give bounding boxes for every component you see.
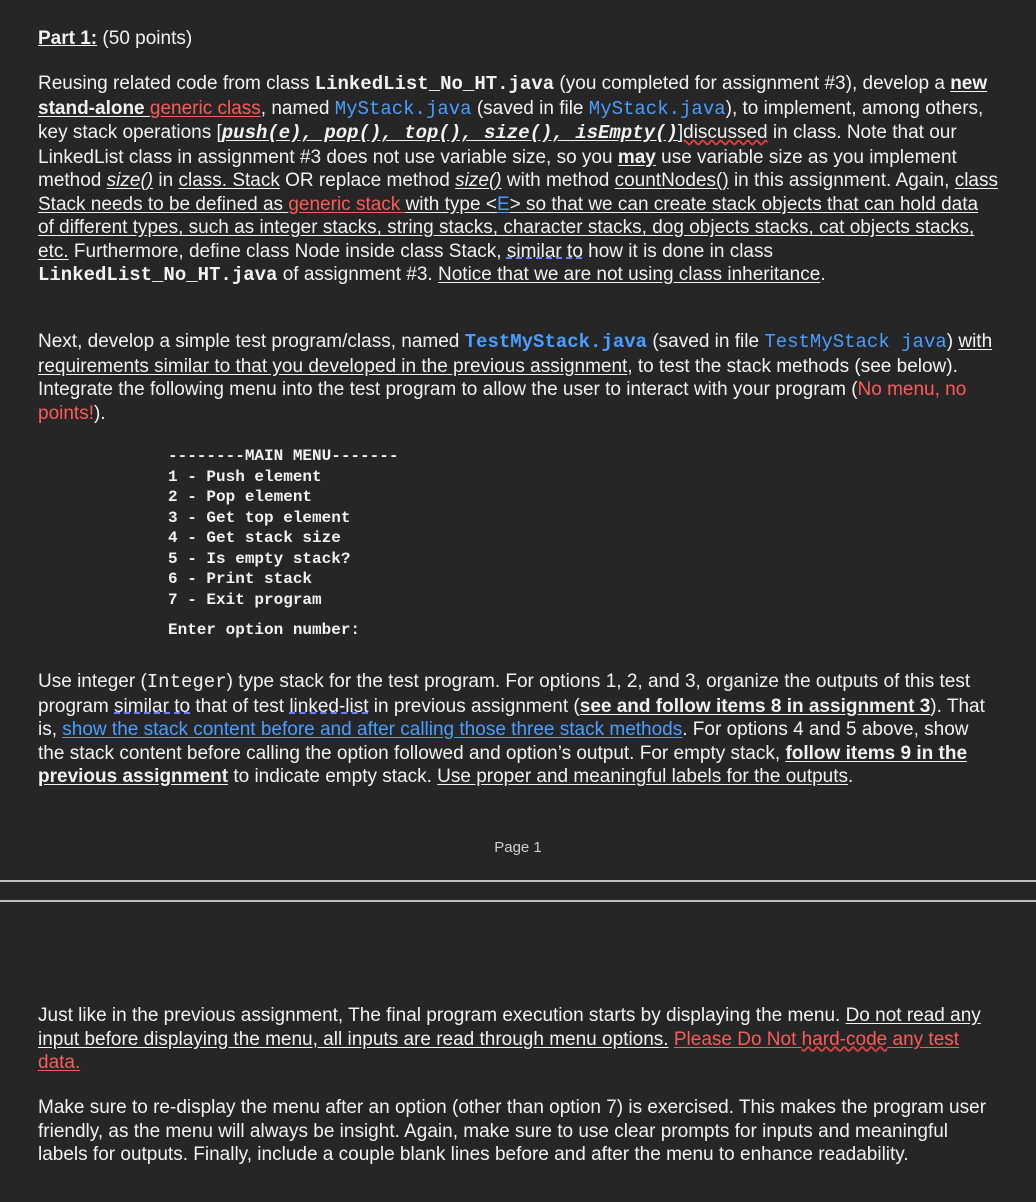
code-linkedlist: LinkedList_No_HT.java (314, 73, 555, 95)
code-linkedlist-2: LinkedList_No_HT.java (38, 264, 278, 286)
text: that of test (190, 695, 290, 717)
page-divider-line (0, 880, 1036, 882)
text: ), to implement, among others, key stack operations [ (38, 97, 984, 143)
text: (saved in file (647, 331, 765, 352)
text: in previous assignment ( (368, 695, 580, 717)
code-testmystack-file: TestMyStack java (764, 331, 947, 353)
labels-text: Use proper and meaningful labels for the outputs (437, 766, 849, 787)
requirement-text-2: with type < (405, 193, 497, 215)
generic-class-text: generic class (149, 97, 261, 119)
text: (you completed for assignment #3), develop a (554, 73, 951, 94)
text: in (153, 170, 179, 191)
text: Furthermore, define class Node inside class Stack, (68, 240, 507, 262)
text: . (848, 766, 854, 787)
menu-item: 6 - Print stack (168, 570, 313, 588)
test-data-text: any test data. (38, 1028, 960, 1073)
main-menu-example (168, 446, 398, 641)
menu-item: 3 - Get top element (168, 508, 351, 527)
requirement-text: class Stack needs to be defined as (38, 170, 998, 215)
requirement-text-3: > so that we can create stack objects that can hold data of different types, such as integer stacks, string stacks, character stacks, dog objects stacks, cat objects stacks, etc. (38, 193, 979, 262)
generic-stack-text: generic stack (288, 193, 406, 215)
menu-item: 1 - Push element (168, 467, 322, 486)
see-items-text: see and follow items 8 in assignment 3 (579, 695, 931, 717)
please-text: Please Do Not (673, 1028, 802, 1050)
dont-read-text: Do not read any input before displaying the menu, all inputs are read through menu options. (38, 1005, 981, 1050)
new-standalone-text: new stand-alone (38, 73, 988, 119)
discussed-text: ]discussed (677, 122, 768, 143)
menu-prompt: Enter option number: (168, 621, 361, 639)
menu-item: 5 - Is empty stack? (168, 549, 351, 568)
size-method-text: size() (106, 170, 154, 191)
menu-item: 7 - Exit program (168, 590, 322, 609)
menu-header: --------MAIN MENU------- (168, 447, 399, 465)
notice-inheritance-text: Notice that we are not using class inheritance (438, 264, 821, 285)
text: ). That is, (38, 695, 985, 740)
similar-to-text: similar to (114, 695, 191, 717)
part-points: (50 points) (97, 28, 193, 49)
text: . For options 4 and 5 above, show the stack content before calling the option followed and option’s output. For empty stack, (38, 719, 969, 764)
code-mystack: MyStack.java (334, 97, 472, 120)
linked-list-text: linked-list (289, 695, 369, 717)
paragraph-execution (38, 1004, 998, 1075)
similar-to-text: similar to (506, 240, 583, 262)
text: ) type stack for the test program. For options 1, 2, and 3, organize the outputs of this test program (38, 671, 971, 717)
text: Reusing related code from class (38, 73, 315, 94)
text: Just like in the previous assignment, The final program execution starts by displaying the menu. (38, 1005, 846, 1026)
menu-item: 4 - Get stack size (168, 529, 341, 547)
text: (saved in file (471, 97, 589, 119)
may-text: may (617, 146, 656, 168)
page-divider-line (0, 900, 1036, 902)
page-number: Page 1 (494, 839, 542, 856)
code-testmystack: TestMyStack.java (464, 331, 648, 353)
paragraph-integer-stack (38, 670, 998, 789)
code-mystack-file: MyStack.java (588, 97, 726, 120)
text: of assignment #3. (277, 264, 438, 285)
class-stack-text: class. Stack (178, 170, 280, 191)
text: OR replace method (279, 170, 456, 191)
code-integer: Integer (146, 671, 227, 693)
size-method-text-2: size() (455, 170, 502, 191)
text: , named (260, 97, 335, 119)
text: to indicate empty stack. (228, 766, 438, 787)
text: use variable size as you implement method (38, 146, 957, 191)
text: Next, develop a simple test program/class, named (38, 331, 465, 352)
text: . (820, 264, 826, 285)
show-content-text: show the stack content before and after calling those three stack methods (62, 719, 683, 740)
text: in this assignment. Again, (728, 170, 955, 191)
text: , to test the stack methods (see below). Integrate the following menu into the test program to allow the user to interact with your program ( (38, 355, 958, 400)
paragraph-test-program (38, 330, 998, 425)
text: with method (501, 170, 615, 191)
paragraph-redisplay: Make sure to re-display the menu after an option (other than option 7) is exercised. This makes the program user friendly, as the menu will always be insight. Again, make sure to use clear prompts for inputs and meaningful labels for outputs. Finally, include a couple blank lines before and after the menu to enhance readability. (38, 1097, 987, 1165)
requirements-text: with requirements similar to that you developed in the previous assignment (38, 331, 993, 377)
part-heading (38, 28, 192, 50)
paragraph-intro (38, 72, 998, 288)
text: in class. Note that our LinkedList class in assignment #3 does not use variable size, so you (38, 122, 957, 168)
menu-item: 2 - Pop element (168, 488, 313, 506)
text: how it is done in class (582, 240, 773, 262)
code-stack-ops: push(e), pop(), top(), size(), isEmpty() (221, 122, 678, 144)
follow-items-text: follow items 9 in the previous assignment (38, 742, 968, 787)
part-label: Part 1: (38, 28, 98, 49)
text: Use integer ( (38, 671, 147, 692)
no-menu-text: No menu, no points! (38, 379, 967, 424)
text: ) (946, 331, 959, 352)
countnodes-text: countNodes() (614, 170, 729, 191)
hard-code-text: hard-code (801, 1028, 888, 1050)
text: ). (93, 402, 106, 424)
type-e-text: E (496, 193, 510, 215)
